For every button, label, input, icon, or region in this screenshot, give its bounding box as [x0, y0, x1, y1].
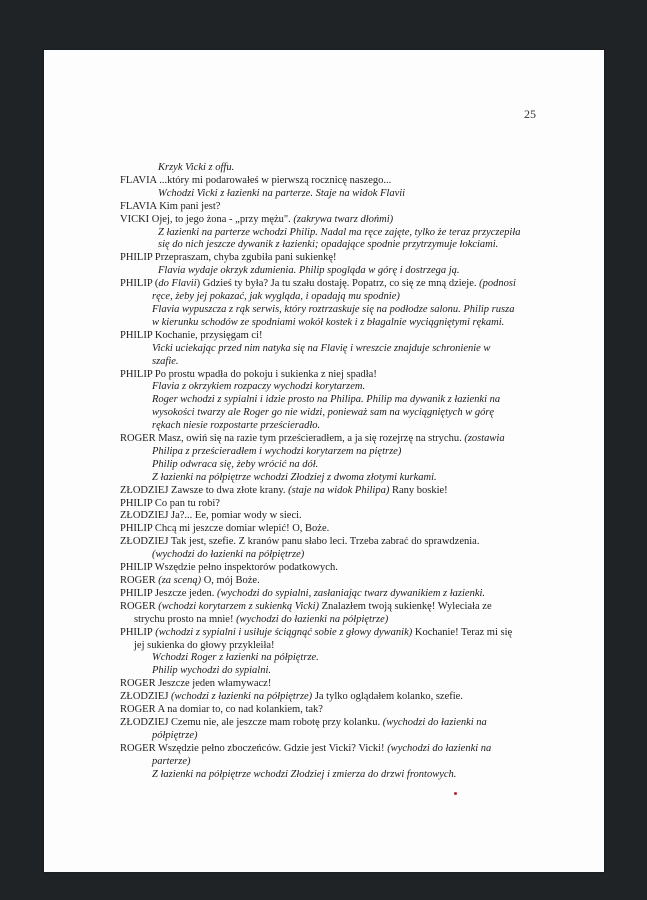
stage-direction-text: Philip odwraca się, żeby wrócić na dół.	[152, 458, 319, 470]
stage-direction-line	[120, 420, 560, 433]
dialogue-line	[120, 252, 560, 265]
stage-direction-text: (wchodzi korytarzem z sukienką Vicki)	[155, 600, 319, 612]
stage-direction-line	[120, 446, 560, 459]
stage-direction-text: Philip wychodzi do sypialni.	[152, 665, 271, 677]
dialogue-line	[120, 536, 560, 549]
dialogue-text: PHILIP Kochanie, przysięgam ci!	[120, 329, 263, 341]
dialogue-text: PHILIP Po prostu wpadła do pokoju i sukienka z niej spadła!	[120, 368, 377, 380]
stage-direction-line	[120, 394, 560, 407]
stage-direction-line	[120, 343, 560, 356]
stage-direction-text: Z łazienki na półpiętrze wchodzi Złodziej z dwoma złotymi kurkami.	[152, 471, 437, 483]
stage-direction-text: (wychodzi do sypialni, zasłaniając twarz dywanikiem z łazienki.	[214, 587, 486, 599]
dialogue-text: ROGER	[120, 575, 156, 586]
dialogue-line	[120, 704, 560, 717]
stage-direction-text: (wychodzi do łazienki na półpiętrze)	[233, 613, 389, 625]
dialogue-text: ROGER Masz, owiń się na razie tym prześcieradłem, a ja się rozejrzę na strychu.	[120, 433, 462, 445]
dialogue-line	[120, 614, 560, 627]
stage-direction-line	[120, 769, 560, 782]
script-page	[44, 50, 604, 872]
stage-direction-text: Krzyk Vicki z offu.	[158, 162, 235, 173]
dialogue-text: ROGER Jeszcze jeden włamywacz!	[120, 678, 272, 690]
dialogue-text: PHILIP	[120, 626, 153, 638]
dialogue-text: ROGER	[120, 600, 156, 612]
dialogue-text: jej sukienka do głowy przykleiła!	[134, 639, 275, 651]
stage-direction-line	[120, 665, 560, 678]
dialogue-text: PHILIP (	[120, 278, 159, 290]
dialogue-text: PHILIP Jeszcze jeden.	[120, 587, 215, 599]
dialogue-line	[120, 510, 560, 523]
stage-direction-text: półpiętrze)	[152, 729, 198, 741]
page-number: 25	[524, 107, 536, 121]
stage-direction-line	[120, 730, 560, 743]
stage-direction-text: do Flavii	[158, 278, 197, 290]
dialogue-text: PHILIP Chcą mi jeszcze domiar wlepić! O, Boże.	[120, 523, 330, 535]
stage-direction-line	[120, 756, 560, 769]
dialogue-text: PHILIP Wszędzie pełno inspektorów podatkowych.	[120, 562, 338, 574]
stage-direction-text: ręce, żeby jej pokazać, jak wygląda, i opadają mu spodnie)	[152, 291, 400, 303]
stage-direction-text: Flavia wypuszcza z rąk serwis, który roztrzaskuje się na podłodze salonu. Philip rusza	[152, 303, 515, 315]
dialogue-line	[120, 717, 560, 730]
dialogue-text: FLAVIA ...który mi podarowałeś w pierwszą rocznicę naszego...	[120, 174, 392, 186]
stage-direction-text: Z łazienki na parterze wchodzi Philip. Nadal ma ręce zajęte, tylko że teraz przyczepiła	[158, 226, 521, 238]
dialogue-text: FLAVIA Kim pani jest?	[120, 200, 221, 212]
dialogue-text: PHILIP Co pan tu robi?	[120, 497, 220, 509]
stage-direction-line	[120, 381, 560, 394]
dialogue-line	[120, 601, 560, 614]
stage-direction-text: (wchodzi z sypialni i usiłuje ściągnąć sobie z głowy dywanik)	[152, 626, 413, 638]
stage-direction-line	[120, 239, 560, 252]
stage-direction-text: Vicki uciekając przed nim natyka się na Flavię i wreszcie znajduje schronienie w	[152, 342, 491, 354]
dialogue-line	[120, 433, 560, 446]
stage-direction-line	[120, 188, 560, 201]
stage-direction-text: w kierunku schodów ze spodniami wokół kostek i z błagalnie wyciągniętymi rękami.	[152, 316, 505, 328]
stage-direction-text: się do nich jeszcze dywanik z łazienki; opadające spodnie przytrzymuje łokciami.	[158, 239, 499, 251]
dialogue-text: strychu prosto na mnie!	[134, 613, 234, 625]
dialogue-text: Ja tylko oglądałem kolanko, szefie.	[312, 691, 463, 703]
stage-direction-line	[120, 459, 560, 472]
dialogue-line	[120, 175, 560, 188]
stage-direction-line	[120, 549, 560, 562]
dialogue-text: Znalazłem twoją sukienkę! Wyleciała ze	[318, 600, 492, 612]
stage-direction-text: Wchodzi Roger z łazienki na półpiętrze.	[152, 652, 319, 664]
stage-direction-text: (zostawia	[461, 433, 505, 445]
dialogue-line	[120, 691, 560, 704]
stage-direction-text: (wychodzi do łazienki na	[384, 742, 492, 754]
stage-direction-text: (wychodzi do łazienki na	[380, 716, 487, 728]
stage-direction-text: Z łazienki na półpiętrze wchodzi Złodziej i zmierza do drzwi frontowych.	[152, 768, 457, 780]
stage-direction-text: (podnosi	[476, 278, 516, 290]
stage-direction-line	[120, 265, 560, 278]
dialogue-line	[120, 743, 560, 756]
stage-direction-text: (wchodzi z łazienki na półpiętrze)	[168, 691, 313, 703]
dialogue-text: Rany boskie!	[389, 484, 448, 496]
stage-direction-text: Roger wchodzi z sypialni i idzie prosto na Philipa. Philip ma dywanik z łazienki na	[152, 394, 501, 406]
dialogue-line	[120, 485, 560, 498]
stage-direction-text: rękach niesie rozpostarte prześcieradło.	[152, 420, 321, 432]
dialogue-line	[120, 498, 560, 511]
dialogue-text: ZŁODZIEJ Zawsze to dwa złote krany.	[120, 484, 286, 496]
stage-direction-line	[120, 652, 560, 665]
stage-direction-text: Philipa z prześcieradłem i wychodzi korytarzem na piętrze)	[152, 445, 402, 457]
dialogue-text: ZŁODZIEJ Ja?... Ee, pomiar wody w sieci.	[120, 510, 302, 522]
dialogue-line	[120, 562, 560, 575]
stage-direction-text: Flavia wydaje okrzyk zdumienia. Philip spogląda w górę i dostrzega ją.	[158, 265, 460, 277]
dialogue-text: Kochanie! Teraz mi się	[412, 626, 513, 638]
stage-direction-text: szafie.	[152, 355, 179, 367]
stage-direction-line	[120, 317, 560, 330]
dialogue-line	[120, 678, 560, 691]
dialogue-text: ROGER Wszędzie pełno zboczeńców. Gdzie jest Vicki? Vicki!	[120, 742, 385, 754]
stage-direction-line	[120, 291, 560, 304]
stage-direction-text: Wchodzi Vicki z łazienki na parterze. Staje na widok Flavii	[158, 187, 406, 199]
stage-direction-text: (staje na widok Philipa)	[285, 484, 390, 496]
dialogue-text: VICKI Ojej, to jego żona - „przy mężu".	[120, 213, 291, 225]
dialogue-line	[120, 523, 560, 536]
stage-direction-line	[120, 472, 560, 485]
dialogue-line	[120, 575, 560, 588]
dialogue-text: ZŁODZIEJ Czemu nie, ale jeszcze mam robotę przy kolanku.	[120, 716, 381, 728]
stage-direction-line	[120, 227, 560, 240]
dialogue-text: ROGER A na domiar to, co nad kolankiem, tak?	[120, 704, 323, 716]
dialogue-line	[120, 330, 560, 343]
dialogue-text: ) Gdzieś ty była? Ja tu szału dostaję. Popatrz, co się ze mną dzieje.	[196, 278, 477, 290]
stage-direction-line	[120, 162, 560, 175]
stage-direction-line	[120, 407, 560, 420]
dialogue-line	[120, 278, 560, 291]
dialogue-line	[120, 627, 560, 640]
red-mark-dot	[454, 792, 457, 795]
stage-direction-line	[120, 356, 560, 369]
dialogue-text: PHILIP Przepraszam, chyba zgubiła pani sukienkę!	[120, 252, 337, 264]
stage-direction-text: Flavia z okrzykiem rozpaczy wychodzi korytarzem.	[152, 381, 366, 393]
script-body	[120, 162, 560, 782]
stage-direction-text: (za sceną)	[155, 575, 202, 586]
stage-direction-text: (wychodzi do łazienki na półpiętrze)	[152, 549, 305, 561]
dialogue-text: ZŁODZIEJ Tak jest, szefie. Z kranów panu słabo leci. Trzeba zabrać do sprawdzenia.	[120, 536, 480, 548]
dialogue-text: O, mój Boże.	[201, 575, 260, 586]
dialogue-line	[120, 640, 560, 653]
dialogue-line	[120, 588, 560, 601]
dialogue-line	[120, 369, 560, 382]
stage-direction-text: parterze)	[152, 755, 191, 767]
stage-direction-text: (zakrywa twarz dłońmi)	[290, 213, 394, 225]
dialogue-text: ZŁODZIEJ	[120, 691, 169, 703]
stage-direction-line	[120, 304, 560, 317]
stage-direction-text: wysokości twarzy ale Roger go nie widzi, ponieważ sam na wyciągniętych w górę	[152, 407, 495, 419]
dialogue-line	[120, 201, 560, 214]
dialogue-line	[120, 214, 560, 227]
